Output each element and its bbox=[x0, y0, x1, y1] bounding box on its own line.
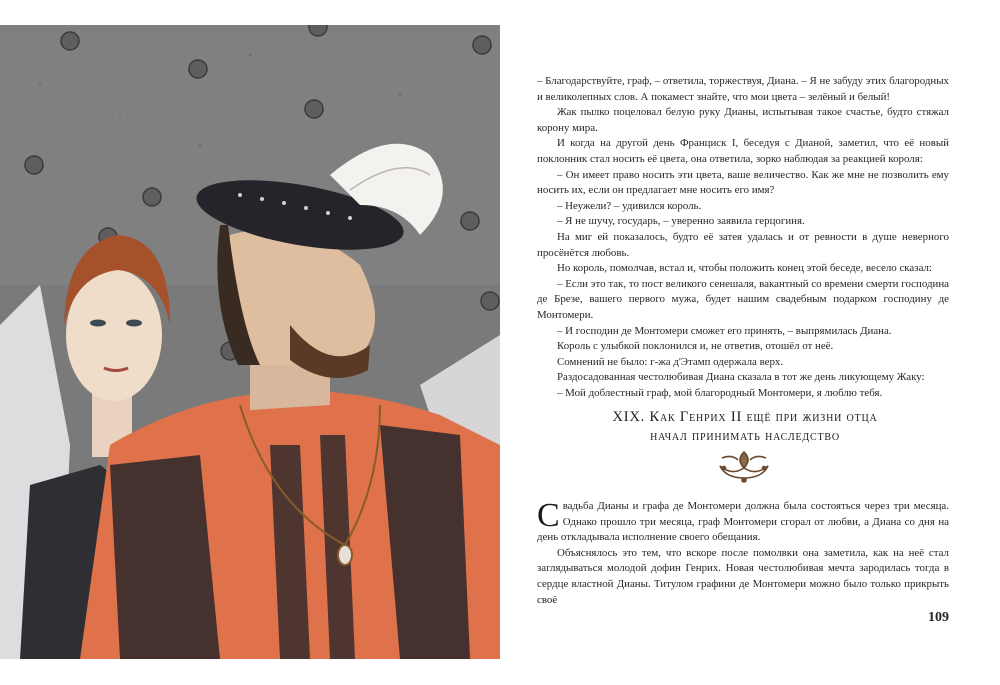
paragraph: – Он имеет право носить эти цвета, ваше величество. Как же мне не позволить ему носить их, если он предлагает мне носить его имя? bbox=[537, 168, 949, 197]
paragraph: Раздосадованная честолюбивая Диана сказала в тот же день ликующему Жаку: bbox=[557, 371, 925, 384]
dialogue-text bbox=[537, 74, 949, 401]
floral-ornament-icon bbox=[712, 446, 776, 486]
paragraph: – Я не шучу, государь, – уверенно заявила герцогиня. bbox=[557, 215, 805, 228]
paragraph: На миг ей показалось, будто её затея удалась и от ревности в душе неверного просёнётся любовь. bbox=[537, 230, 949, 259]
drop-cap: С bbox=[537, 497, 560, 534]
portrait-illustration bbox=[0, 25, 500, 659]
paragraph: И когда на другой день Франциск I, беседуя с Дианой, заметил, что её новый поклонник стал носить её цвета, она ответила, зорко наблюдая за реакцией короля: bbox=[537, 137, 949, 165]
paragraph: Но король, помолчав, встал и, чтобы положить конец этой беседе, весело сказал: bbox=[557, 262, 932, 275]
paragraph-text: вадьба Дианы и графа де Монтомери должна была состояться через три месяца. Однако прошло три месяца, граф Монтомери сгорал от любви, а Диана со дня на день откладывала исполнение своего обещания. bbox=[537, 500, 949, 544]
paragraph: – И господин де Монтомери сможет его принять, – выпрямилась Диана. bbox=[557, 324, 892, 337]
page-number: 109 bbox=[928, 610, 949, 625]
paragraph: – Неужели? – удивился король. bbox=[557, 199, 702, 212]
chapter-body bbox=[537, 499, 949, 608]
paragraph: – Благодарствуйте, граф, – ответила, торжествуя, Диана. – Я не забуду этих благородных и великолепных слов. А покамест знайте, что мои цвета – зелёный и белый! bbox=[537, 75, 949, 103]
paragraph: Объяснялось это тем, что вскоре после помолвки она заметила, как на неё стал заглядываться молодой дофин Генрих. Новая честолюбивая мечта зародилась тогда в сердце властной Дианы. Титулом графини де Монтомери можно было только прикрыть своё bbox=[537, 546, 949, 606]
paragraph: Сомнений не было: г-жа д'Этамп одержала верх. bbox=[557, 355, 784, 368]
illustration-canvas bbox=[0, 25, 500, 659]
pendant bbox=[338, 545, 352, 565]
opening-paragraph bbox=[537, 499, 949, 546]
paragraph: – Мой доблестный граф, мой благородный Монтомери, я люблю тебя. bbox=[557, 386, 883, 399]
paragraph: – Если это так, то пост великого сенешаля, вакантный со времени смерти господина де Брезе, вашего первого мужа, будет нашим свадебным подарком господину де Монтомери. bbox=[537, 277, 949, 321]
paragraph: Жак пылко поцеловал белую руку Дианы, испытывая такое счастье, будто стяжал корону мира. bbox=[537, 106, 949, 134]
chapter-title bbox=[560, 408, 930, 446]
chapter-title-line: XIX. Как Генрих II ещё при жизни отца bbox=[612, 409, 878, 425]
chapter-title-line: начал принимать наследство bbox=[650, 428, 840, 444]
paragraph: Король с улыбкой поклонился и, не ответив, отошёл от неё. bbox=[557, 340, 834, 353]
